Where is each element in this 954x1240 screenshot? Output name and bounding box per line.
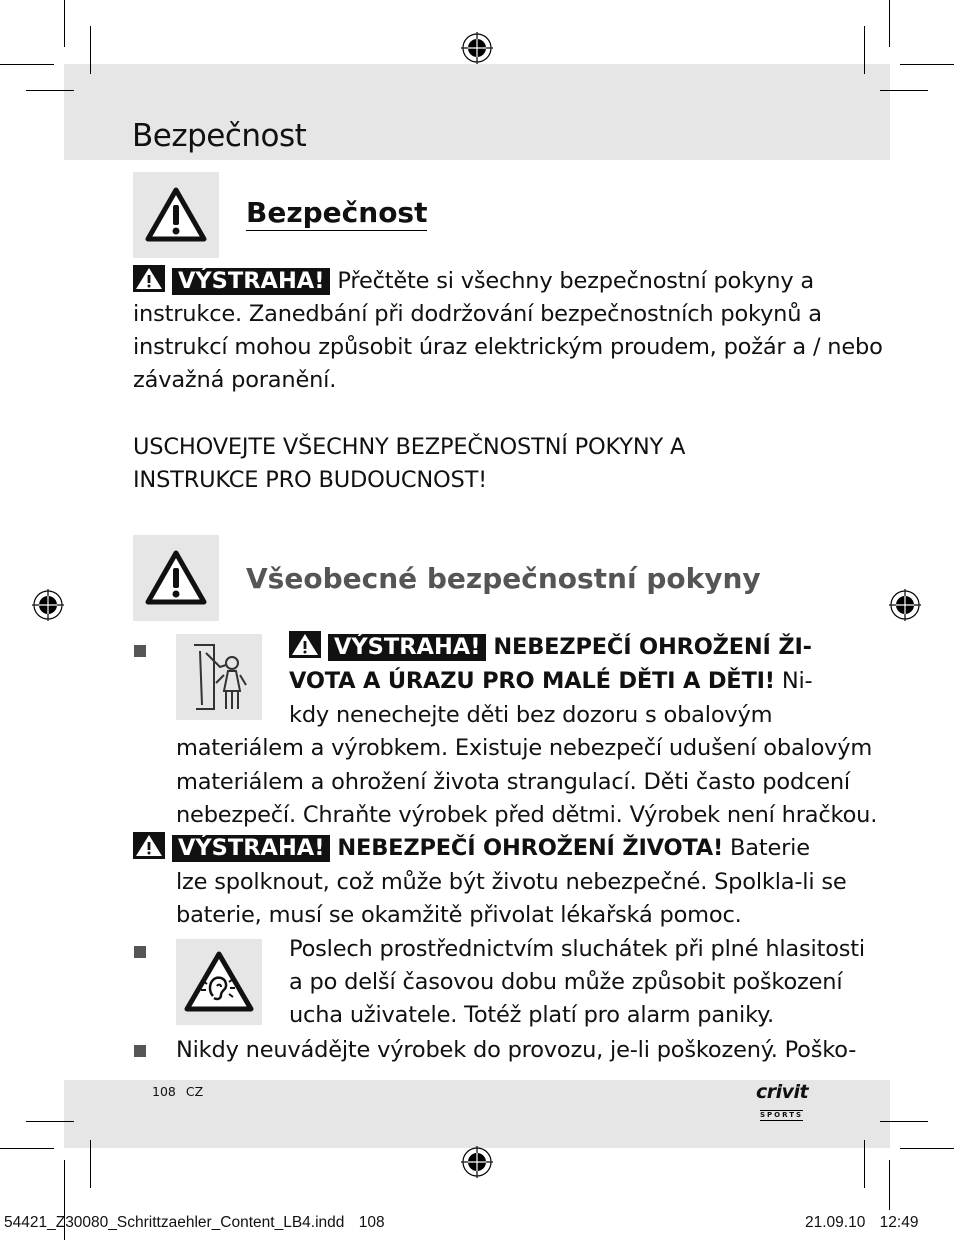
child-with-packaging-icon: [184, 639, 254, 715]
registration-mark-icon: [32, 589, 64, 621]
warning-box: [133, 172, 219, 258]
page-title: Bezpečnost: [132, 118, 307, 154]
warning-badge: VÝSTRAHA!: [328, 634, 487, 661]
brand-name: crivit: [756, 1081, 809, 1103]
hazard-title: NEBEZPEČÍ OHROŽENÍ ŽI-: [493, 634, 812, 660]
section-heading-general: Všeobecné bezpečnostní pokyny: [246, 562, 761, 595]
paragraph-text: Ni-: [781, 668, 813, 694]
registration-mark-icon: [461, 1146, 493, 1178]
crivit-logo: [756, 1082, 820, 1118]
bullet-icon: [134, 946, 146, 958]
keep-instructions-line: USCHOVEJTE VŠECHNY BEZPEČNOSTNÍ POKYNY A: [133, 434, 686, 460]
child-warning-line: [289, 631, 812, 665]
slug-page: 108: [358, 1214, 385, 1231]
hazard-title: NEBEZPEČÍ OHROŽENÍ ŽIVOTA!: [337, 835, 724, 861]
hearing-damage-icon: [183, 950, 255, 1014]
paragraph-line: Poslech prostřednictvím sluchátek při plné hlasitosti: [289, 936, 865, 962]
page-number-value: 108: [152, 1084, 176, 1099]
slug-timestamp: [805, 1214, 918, 1232]
warning-badge: VÝSTRAHA!: [172, 835, 331, 862]
registration-mark-icon: [889, 589, 921, 621]
slug-date: 21.09.10: [805, 1214, 866, 1231]
language-code: CZ: [185, 1084, 204, 1099]
paragraph-text: Přečtěte si všechny bezpečnostní pokyny a: [337, 268, 814, 294]
paragraph-line: nebezpečí. Chraňte výrobek před dětmi. Výrobek není hračkou.: [176, 802, 878, 828]
paragraph-line: ucha uživatele. Totéž platí pro alarm paniky.: [289, 1002, 774, 1028]
slug-filename: 54421_Z30080_Schrittzaehler_Content_LB4.indd: [4, 1214, 345, 1231]
paragraph-line: kdy nenechejte děti bez dozoru s obalovým: [289, 702, 773, 728]
bullet-icon: [134, 1045, 146, 1057]
paragraph-line: závažná poranění.: [133, 367, 337, 393]
page-number: [152, 1084, 203, 1099]
paragraph-line: instrukce. Zanedbání při dodržování bezpečnostních pokynů a: [133, 301, 822, 327]
warning-paragraph-line: [133, 265, 814, 299]
paragraph-line: materiálem a výrobkem. Existuje nebezpečí udušení obalovým: [176, 735, 873, 761]
paragraph-line: Nikdy neuvádějte výrobek do provozu, je-li poškozený. Poško-: [176, 1037, 857, 1063]
hearing-hazard-pictogram: [176, 939, 262, 1025]
brand-subtitle: SPORTS: [760, 1111, 804, 1119]
slug-file-info: [4, 1214, 385, 1232]
paragraph-line: materiálem a ohrožení života strangulací. Děti často podcení: [176, 769, 850, 795]
keep-instructions-line: INSTRUKCE PRO BUDOUCNOST!: [133, 467, 487, 493]
battery-warning-line: [133, 832, 810, 866]
warning-badge: VÝSTRAHA!: [172, 268, 331, 295]
paragraph-text: Baterie: [730, 835, 810, 861]
bullet-icon: [134, 645, 146, 657]
registration-mark-icon: [461, 32, 493, 64]
warning-small-icon: [289, 631, 321, 658]
warning-triangle-icon: [144, 549, 208, 607]
child-warning-line: [289, 665, 812, 699]
paragraph-line: instrukcí mohou způsobit úraz elektrickým proudem, požár a / nebo: [133, 334, 883, 360]
warning-small-icon: [133, 832, 165, 859]
warning-box: [133, 535, 219, 621]
paragraph-line: a po delší časovou dobu může způsobit poškození: [289, 969, 843, 995]
slug-time: 12:49: [879, 1214, 919, 1231]
child-hazard-pictogram: [176, 634, 262, 720]
paragraph-line: lze spolknout, což může být životu nebezpečné. Spolkla-li se: [176, 869, 847, 895]
warning-small-icon: [133, 265, 165, 292]
hazard-title: VOTA A ÚRAZU PRO MALÉ DĚTI A DĚTI!: [289, 668, 775, 694]
section-heading-safety: Bezpečnost: [246, 196, 428, 229]
paragraph-line: baterie, musí se okamžitě přivolat lékařská pomoc.: [176, 902, 742, 928]
warning-triangle-icon: [144, 186, 208, 244]
